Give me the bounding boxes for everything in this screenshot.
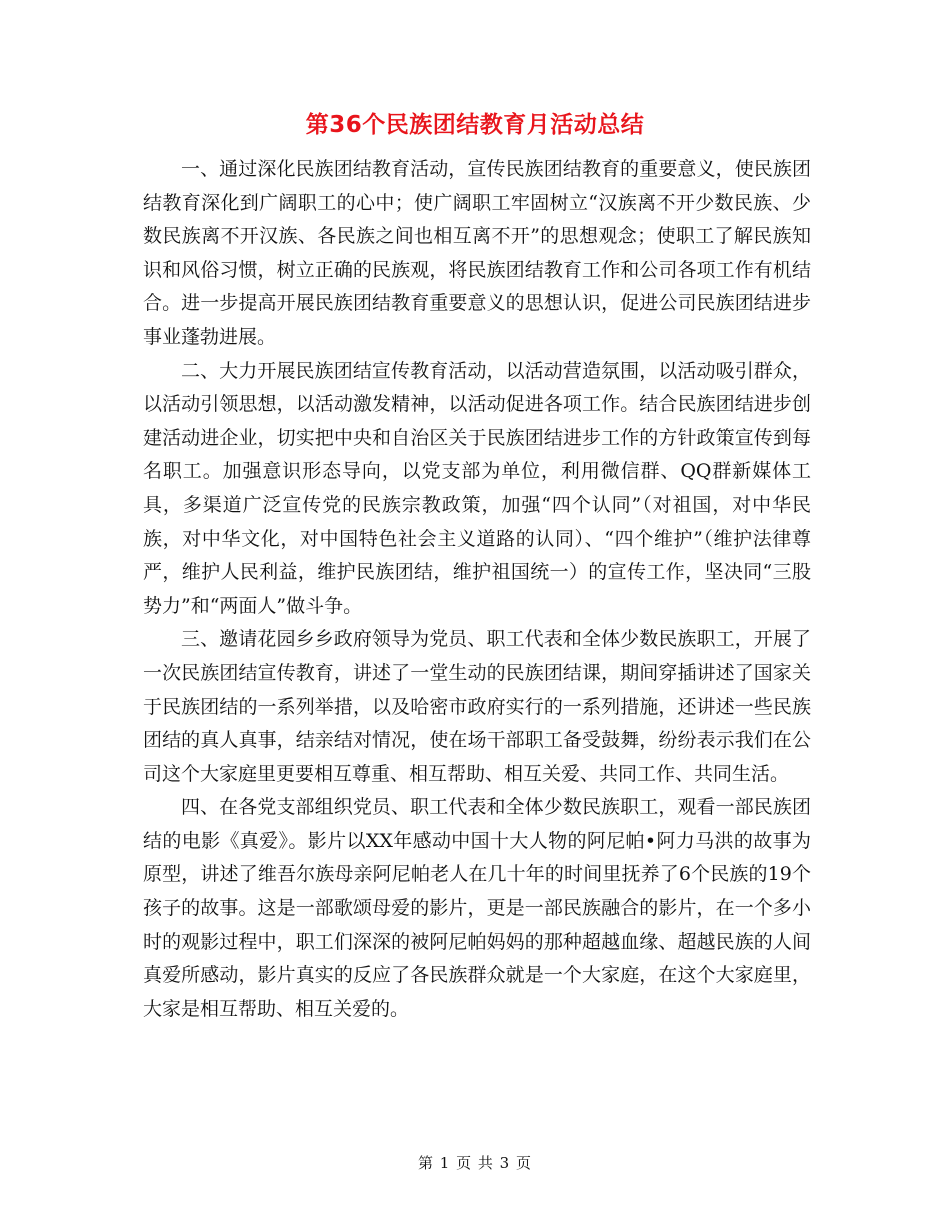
document-title: 第36个民族团结教育月活动总结 [305, 112, 645, 138]
document-body [143, 153, 811, 1026]
page-footer: 第 1 页 共 3 页 [418, 1154, 532, 1172]
paragraph-2: 二、大力开展民族团结宣传教育活动，以活动营造氛围，以活动吸引群众，以活动引领思想，以活动激发精神，以活动促进各项工作。结合民族团结进步创建活动进企业，切实把中央和自治区关于民族团结进步工作的方针政策宣传到每名职工。加强意识形态导向，以党支部为单位，利用微信群、QQ群新媒体工具，多渠道广泛宣传党的民族宗教政策，加强“四个认同”（对祖国，对中华民族，对中华文化，对中国特色社会主义道路的认同）、“四个维护”（维护法律尊严，维护人民利益，维护民族团结，维护祖国统一）的宣传工作，坚决同“三股势力”和“两面人”做斗争。 [143, 359, 811, 617]
paragraph-3: 三、邀请花园乡乡政府领导为党员、职工代表和全体少数民族职工，开展了一次民族团结宣传教育，讲述了一堂生动的民族团结课，期间穿插讲述了国家关于民族团结的一系列举措，以及哈密市政府实行的一系列措施，还讲述一些民族团结的真人真事，结亲结对情况，使在场干部职工备受鼓舞，纷纷表示我们在公司这个大家庭里更要相互尊重、相互帮助、相互关爱、共同工作、共同生活。 [143, 628, 811, 785]
paragraph-1: 一、通过深化民族团结教育活动，宣传民族团结教育的重要意义，使民族团结教育深化到广阔职工的心中；使广阔职工牢固树立“汉族离不开少数民族、少数民族离不开汉族、各民族之间也相互离不开”的思想观念；使职工了解民族知识和风俗习惯，树立正确的民族观，将民族团结教育工作和公司各项工作有机结合。进一步提高开展民族团结教育重要意义的思想认识，促进公司民族团结进步事业蓬勃进展。 [143, 158, 811, 348]
paragraph-4: 四、在各党支部组织党员、职工代表和全体少数民族职工，观看一部民族团结的电影《真爱》。影片以XX年感动中国十大人物的阿尼帕•阿力马洪的故事为原型，讲述了维吾尔族母亲阿尼帕老人在几十年的时间里抚养了6个民族的19个孩子的故事。这是一部歌颂母爱的影片，更是一部民族融合的影片，在一个多小时的观影过程中，职工们深深的被阿尼帕妈妈的那种超越血缘、超越民族的人间真爱所感动，影片真实的反应了各民族群众就是一个大家庭，在这个大家庭里，大家是相互帮助、相互关爱的。 [143, 796, 811, 1020]
